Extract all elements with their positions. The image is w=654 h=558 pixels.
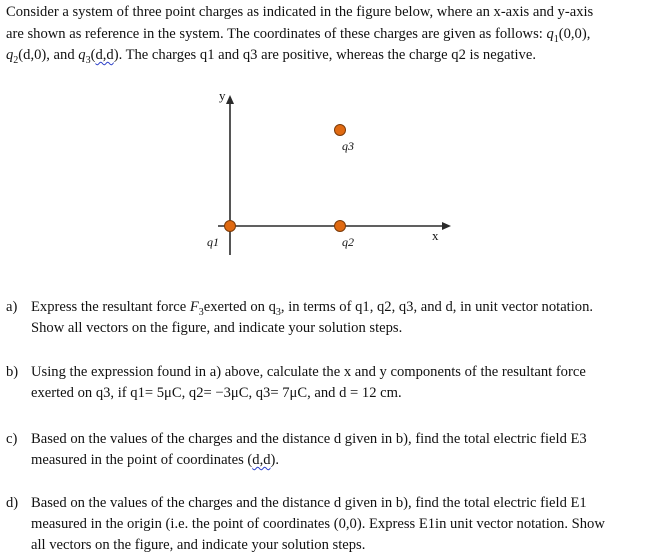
q2-label: q2 [342,235,354,249]
question-d-line-3: all vectors on the figure, and indicate your solution steps. [31,537,366,553]
charge-q1 [225,221,236,232]
q3-label: q3 [342,139,354,153]
question-b-line-1: Using the expression found in a) above, calculate the x and y components of the resultant force [31,364,586,380]
question-b-label: b) [6,364,19,380]
force-vector-symbol: F [189,299,199,315]
question-d-label: d) [6,495,19,511]
charge-q3 [335,125,346,136]
question-c-label: c) [6,431,18,447]
question-c-line-1: Based on the values of the charges and the distance d given in b), find the total electric field E3 [31,431,587,447]
question-a-label: a) [6,299,18,315]
y-axis-label: y [219,88,226,103]
intro-line-1: Consider a system of three point charges as indicated in the figure below, where an x-axis and y-axis [6,4,594,20]
question-d-line-1: Based on the values of the charges and the distance d given in b), find the total electric field E1 [31,495,587,511]
q3-coordinates: d,d [95,47,114,63]
question-b-line-2: exerted on q3, if q1= 5μC, q2= −3μC, q3= 7μC, and d = 12 cm. [31,385,402,401]
intro-line-2: are shown as reference in the system. The coordinates of these charges are given as follows: $q_1(0,0)$, [6,25,591,45]
question-d-line-2: measured in the origin (i.e. the point of coordinates (0,0). Express E1in unit vector notation. Show [31,516,605,532]
q1-label: q1 [207,235,219,249]
charge-figure [0,0,654,260]
point-coordinates: d,d [252,452,271,468]
question-c-line-2: measured in the point of coordinates (d,d). [31,452,280,468]
x-axis-label: x [432,228,439,243]
question-a-line-2: Show all vectors on the figure, and indicate your solution steps. [31,320,403,336]
charge-q2 [335,221,346,232]
intro-line-3: $q_2(d,0)$, and $q_3(d,d)$. The charges q1 and q3 are positive, whereas the charge q2 is negative. [6,47,536,66]
question-a-line-1: Express the resultant force $F_3exerted$ on $q_3$, in terms of q1, q2, q3, and d, in unit vector notation. [31,299,594,318]
